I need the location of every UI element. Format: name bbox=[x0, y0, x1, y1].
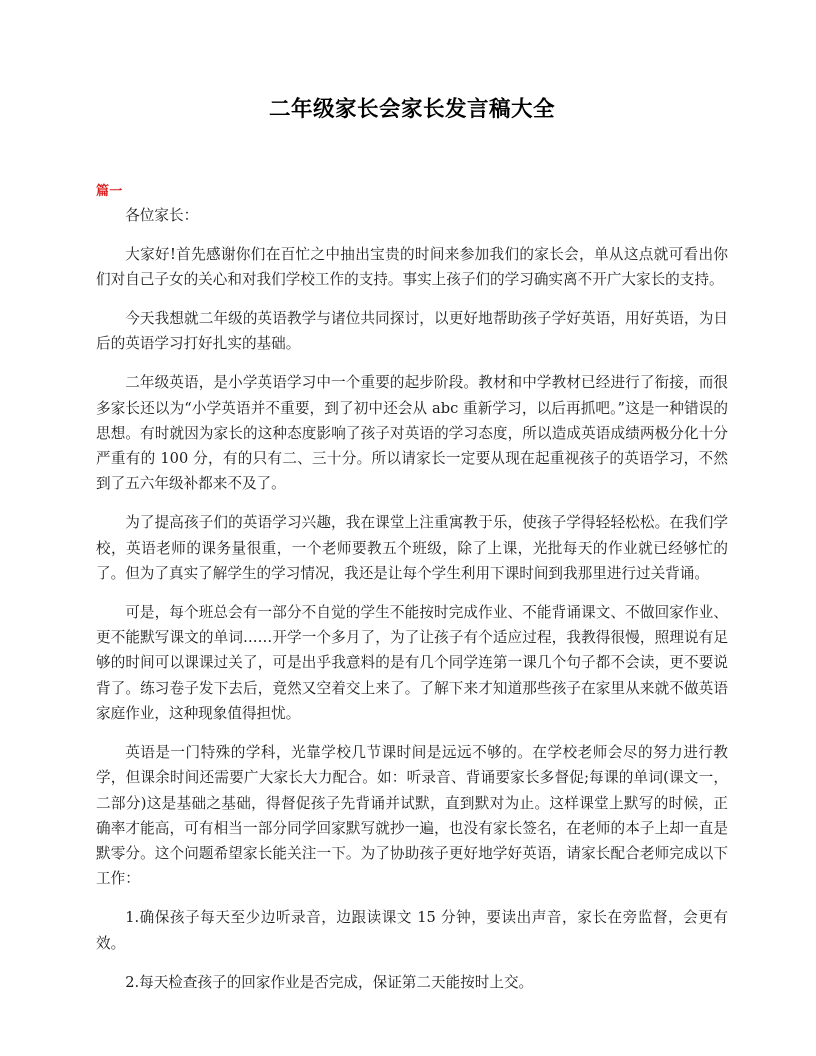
section-label-pian-yi: 篇一 bbox=[96, 183, 123, 199]
paragraph-4: 为了提高孩子们的英语学习兴趣，我在课堂上注重寓教于乐，使孩子学得轻轻松松。在我们学校，英语老师的课务量很重，一个老师要教五个班级，除了上课，光批每天的作业就已经够忙的了。但为了真实了解学生的学习情况，我还是让每个学生利用下课时间到我那里进行过关背诵。 bbox=[96, 514, 728, 582]
list-item-1: 1.确保孩子每天至少边听录音，边跟读课文 15 分钟，要读出声音，家长在旁监督，会更有效。 bbox=[96, 909, 728, 952]
paragraph-salutation: 各位家长： bbox=[125, 207, 199, 225]
document-body bbox=[96, 201, 728, 994]
paragraph-2: 今天我想就二年级的英语教学与诸位共同探讨，以更好地帮助孩子学好英语，用好英语，为日后的英语学习打好扎实的基础。 bbox=[96, 310, 728, 353]
paragraph-1: 大家好!首先感谢你们在百忙之中抽出宝贵的时间来参加我们的家长会，单从这点就可看出你们对自己子女的关心和对我们学校工作的支持。事实上孩子们的学习确实离不开广大家长的支持。 bbox=[96, 245, 728, 288]
list-item-2: 2.每天检查孩子的回家作业是否完成，保证第二天能按时上交。 bbox=[125, 973, 534, 991]
page-title: 二年级家长会家长发言稿大全 bbox=[268, 97, 555, 122]
paragraph-3: 二年级英语，是小学英语学习中一个重要的起步阶段。教材和中学教材已经进行了衔接，而很多家长还以为“小学英语并不重要，到了初中还会从 abc 重新学习，以后再抓吧。”这是一种错误的思想。有时就因为家长的这种态度影响了孩子对英语的学习态度，所以造成英语成绩两极分化十分严重有的 100 分，有的只有二、三十分。所以请家长一定要从现在起重视孩子的英语学习，不然到了五六年级补都来不及了。 bbox=[96, 374, 728, 493]
paragraph-5: 可是，每个班总会有一部分不自觉的学生不能按时完成作业、不能背诵课文、不做回家作业、更不能默写课文的单词……开学一个多月了，为了让孩子有个适应过程，我教得很慢，照理说有足够的时间可以课课过关了，可是出乎我意料的是有几个同学连第一课几个句子都不会读，更不要说背了。练习卷子发下去后，竟然又空着交上来了。了解下来才知道那些孩子在家里从来就不做英语家庭作业，这种现象值得担忧。 bbox=[96, 604, 728, 722]
paragraph-6: 英语是一门特殊的学科，光靠学校几节课时间是远远不够的。在学校老师会尽的努力进行教学，但课余时间还需要广大家长大力配合。如：听录音、背诵要家长多督促;每课的单词(课文一，二部分)这是基础之基础，得督促孩子先背诵并试默，直到默对为止。这样课堂上默写的时候，正确率才能高，可有相当一部分同学回家默写就抄一遍，也没有家长签名，在老师的本子上却一直是默零分。这个问题希望家长能关注一下。为了协助孩子更好地学好英语，请家长配合老师完成以下工作： bbox=[96, 744, 728, 888]
